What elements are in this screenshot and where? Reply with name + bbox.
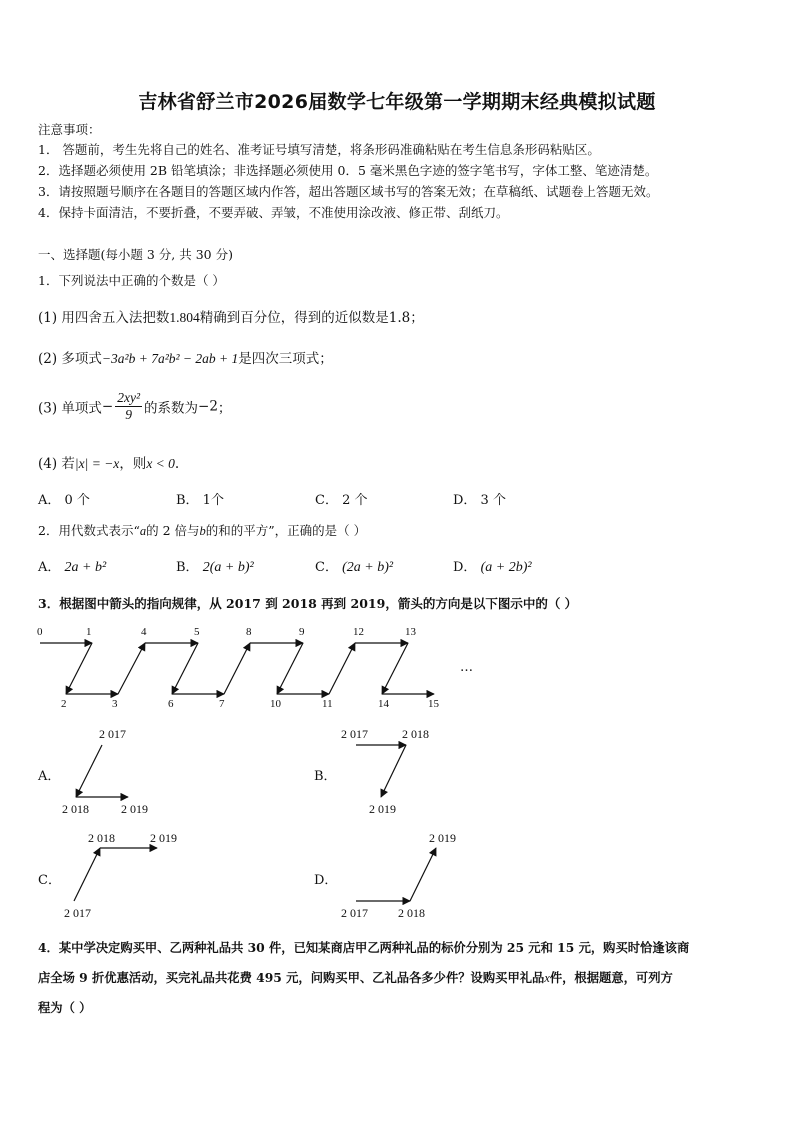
q1-s1-punct: ；	[410, 310, 424, 326]
notice-item-3: 3．请按照题号顺序在各题目的答题区域内作答，超出答题区域书写的答案无效；在草稿纸、试题卷上答题无效。	[38, 184, 659, 199]
zigzag-label-13: 13	[405, 626, 416, 638]
zigzag-label-11: 11	[322, 698, 333, 710]
zigzag-arrow-7-8	[224, 643, 250, 694]
option-d-label-2018: 2 018	[398, 906, 425, 920]
zigzag-label-10: 10	[270, 698, 281, 710]
q1-s4-equation: |x| = −x	[74, 456, 120, 471]
q1-s1-approx: 1.8	[388, 310, 411, 326]
option-a-arrow-2017-2018	[76, 745, 102, 797]
q1-s1-number: 1.804	[169, 310, 200, 325]
option-c-arrow-2017-2018	[74, 848, 100, 901]
zigzag-arrow-5-6	[172, 643, 198, 694]
q3-option-a[interactable]: A．	[38, 769, 61, 784]
q2-option-c-label: C．	[315, 560, 338, 575]
zigzag-arrow-11-12	[329, 643, 355, 694]
zigzag-arrow-13-14	[382, 643, 408, 694]
q2-stem-text-c: 的和的平方”，正确的是（ ）	[205, 523, 367, 538]
zigzag-label-9: 9	[299, 626, 305, 638]
q4-line-2-text: 店全场 9 折优惠活动，买完礼品共花费 495 元，问购买甲、乙礼品各多少件？设购买甲礼品	[38, 970, 545, 985]
q2-var-a: a	[139, 524, 147, 538]
option-a-label-2018: 2 018	[62, 802, 89, 816]
page-title: 吉林省舒兰市2026届数学七年级第一学期期末经典模拟试题	[138, 91, 656, 113]
zigzag-arrow-1-2	[66, 643, 92, 694]
q3-option-d[interactable]: D．	[314, 873, 338, 888]
q1-option-d[interactable]: D． 3 个	[453, 493, 506, 508]
q1-s3-denominator: 9	[125, 407, 132, 422]
q1-option-b[interactable]: B． 1个	[176, 493, 224, 508]
q3-option-c[interactable]: C．	[38, 873, 61, 888]
zigzag-label-4: 4	[141, 626, 147, 638]
q2-option-d-label: D．	[453, 560, 477, 575]
q1-s3-text-b: 的系数为	[144, 400, 199, 417]
q1-s3-coefficient: −2	[198, 398, 218, 415]
q4-line-3: 程为（ ）	[38, 1000, 92, 1015]
zigzag-label-6: 6	[168, 698, 174, 710]
section-heading: 一、选择题(每小题 3 分, 共 30 分)	[38, 247, 233, 262]
zigzag-label-0: 0	[37, 626, 43, 638]
q1-s3-text-a: (3) 单项式	[38, 400, 102, 417]
q2-option-d-expr: (a + 2b)²	[480, 560, 532, 575]
zigzag-label-1: 1	[86, 626, 92, 638]
option-b-label-2018: 2 018	[402, 727, 429, 741]
q3-option-b[interactable]: B．	[314, 769, 337, 784]
option-a-label-2019: 2 019	[121, 802, 148, 816]
option-c-label-2019: 2 019	[150, 831, 177, 845]
zigzag-label-5: 5	[194, 626, 200, 638]
q1-s2-polynomial: −3a²b + 7a²b² − 2ab + 1	[101, 351, 239, 366]
q4-line-2	[38, 968, 673, 986]
q2-var-b: b	[199, 524, 206, 538]
option-d-label-2019: 2 019	[429, 831, 456, 845]
option-b-label-2019: 2 019	[369, 802, 396, 816]
q1-s1-text-a: (1) 用四舍五入法把数	[38, 310, 170, 326]
zigzag-arrow-3-4	[118, 643, 145, 694]
q1-s1-text-c: 精确到百分位，得到的近似数是	[199, 310, 389, 326]
q4-line-1: 4．某中学决定购买甲、乙两种礼品共 30 件，已知某商店甲乙两种礼品的标价分别为 25 元和 15 元，购买时恰逢该商	[38, 940, 690, 955]
option-d-label-2017: 2 017	[341, 906, 368, 920]
q1-option-a[interactable]: A． 0 个	[38, 493, 90, 508]
q1-s4-text-a: (4) 若	[38, 456, 75, 472]
q2-option-b-label: B．	[176, 560, 199, 575]
q1-s2-text-a: (2) 多项式	[38, 351, 102, 367]
q2-stem-text-b: 的 2 倍与	[146, 523, 200, 538]
option-c-label-2017: 2 017	[64, 906, 91, 920]
zigzag-arrow-9-10	[277, 643, 303, 694]
zigzag-label-3: 3	[112, 698, 118, 710]
q4-line-2-tail: 件，根据题意，可列方	[549, 970, 673, 985]
q2-option-a-expr: 2a + b²	[64, 560, 107, 575]
q3-stem: 3．根据图中箭头的指向规律，从 2017 到 2018 再到 2019，箭头的方向是以下图示中的（ ）	[38, 596, 578, 611]
option-b-label-2017: 2 017	[341, 727, 368, 741]
q1-s2-text-b: 是四次三项式；	[238, 351, 333, 367]
q2-option-c-expr: (2a + b)²	[342, 560, 394, 575]
q2-option-b-expr: 2(a + b)²	[202, 560, 254, 575]
option-c-label-2018: 2 018	[88, 831, 115, 845]
q1-option-c[interactable]: C． 2 个	[315, 493, 368, 508]
q4-var-x: x	[544, 971, 550, 985]
zigzag-label-2: 2	[61, 698, 67, 710]
zigzag-label-8: 8	[246, 626, 252, 638]
option-a-label-2017: 2 017	[99, 727, 126, 741]
notice-heading: 注意事项：	[38, 122, 101, 137]
zigzag-label-15: 15	[428, 698, 439, 710]
q1-s4-punct: .	[174, 456, 180, 472]
zigzag-label-12: 12	[353, 626, 364, 638]
zigzag-label-7: 7	[219, 698, 225, 710]
notice-item-4: 4．保持卡面清洁，不要折叠，不要弄破、弄皱，不准使用涂改液、修正带、刮纸刀。	[38, 205, 509, 220]
q1-s4-conclusion: x < 0	[146, 456, 175, 471]
zigzag-label-14: 14	[378, 698, 389, 710]
q1-s4-text-b: ，则	[119, 456, 147, 472]
q1-stem: 1．下列说法中正确的个数是（ ）	[38, 273, 225, 288]
q1-s3-punct: ；	[217, 400, 232, 417]
zigzag-ellipsis: …	[460, 660, 473, 675]
q2-option-a-label: A．	[38, 560, 61, 575]
q2-stem-text-a: 2．用代数式表示“	[38, 523, 140, 538]
notice-item-2: 2．选择题必须使用 2B 铅笔填涂；非选择题必须使用 0．5 毫米黑色字迹的签字笔书写，字体工整、笔迹清楚。	[38, 163, 658, 178]
option-b-arrow-2018-2019	[381, 745, 406, 797]
notice-item-1: 1． 答题前，考生先将自己的姓名、准考证号填写清楚，将条形码准确粘贴在考生信息条形码粘贴区。	[38, 142, 600, 157]
q1-s3-minus: −	[101, 398, 114, 415]
option-d-arrow-2018-2019	[410, 848, 436, 901]
q1-s3-numerator: 2xy²	[117, 390, 141, 405]
